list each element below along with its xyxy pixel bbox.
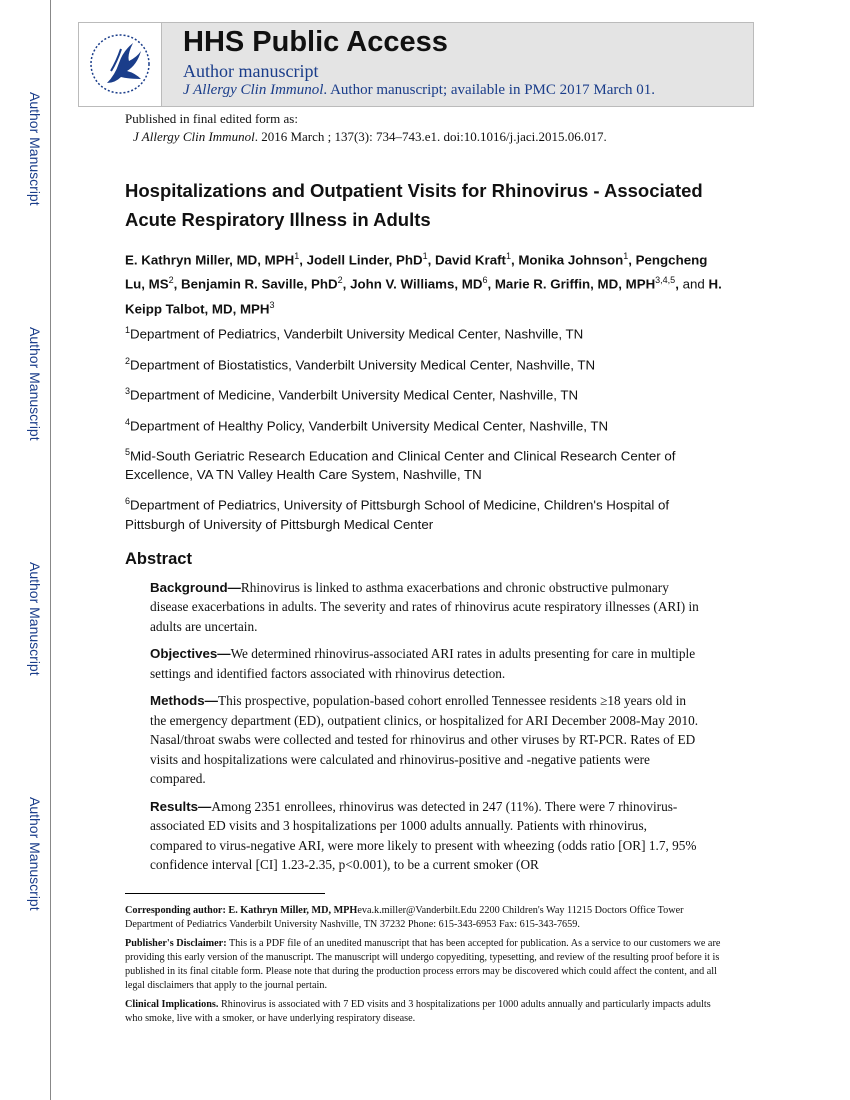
author-name: Monika Johnson xyxy=(518,252,624,268)
affiliation xyxy=(125,321,725,343)
affiliation-text: Department of Medicine, Vanderbilt University Medical Center, Nashville, TN xyxy=(130,387,579,403)
author-and: and xyxy=(682,276,705,292)
author-name: E. Kathryn Miller, MD, MPH xyxy=(125,252,295,268)
affiliation xyxy=(125,492,725,533)
header-subtitle: Author manuscript xyxy=(183,61,319,81)
affiliation-mark: 6 xyxy=(125,496,131,507)
affiliation xyxy=(125,352,725,374)
footnote-label: Publisher's Disclaimer: xyxy=(125,937,227,949)
affiliation xyxy=(125,413,725,435)
author-name: Jodell Linder, PhD xyxy=(306,252,423,268)
affiliation-mark: 5 xyxy=(125,446,131,457)
abstract-section-label: Objectives— xyxy=(150,646,231,662)
hhs-logo xyxy=(79,23,162,106)
abstract-section-label: Methods— xyxy=(150,693,218,709)
affiliation-text: Mid-South Geriatric Research Education and Clinical Center and Clinical Research Center of Excellence, VA TN Valley Health Care System, Nashville, TN xyxy=(125,448,676,483)
journal-name: J Allergy Clin Immunol xyxy=(183,82,324,98)
side-label: Author Manuscript xyxy=(27,92,43,206)
margin-rule xyxy=(50,0,51,1100)
footnote-text: eva.k.miller@Vanderbilt.Edu 2200 Children's Way 11215 Doctors Office Tower Department of Pediatrics Vanderbilt University Nashville, TN 37232 Phone: 615-343-6953 Fax: 615-343-7659. xyxy=(125,904,684,930)
author-affiliation-mark: 2 xyxy=(337,275,343,286)
abstract-body xyxy=(125,578,725,875)
author-affiliation-mark: 1 xyxy=(294,251,300,261)
abstract-section-text: Among 2351 enrollees, rhinovirus was detected in 247 (11%). There were 7 rhinovirus-associated ED visits and 3 hospitalizations per 1000 adults annually. Patients with rhinovirus, compared to virus-negative ARI, were more likely to present with wheezing (odds ratio [OR] 1.7, 95% confidence interval [CI] 1.23-2.35, p<0.001), to be a current smoker (OR xyxy=(150,798,697,873)
affiliation-mark: 2 xyxy=(125,355,131,366)
side-label: Author Manuscript xyxy=(27,562,43,676)
published-citation: . 2016 March ; 137(3): 734–743.e1. doi:10.1016/j.jaci.2015.06.017. xyxy=(254,129,607,144)
abstract-section-label: Background— xyxy=(150,579,241,595)
footnote xyxy=(125,937,725,993)
author-affiliation-mark: 1 xyxy=(422,251,428,261)
author-affiliation-mark: 3,4,5 xyxy=(655,275,676,286)
author-name: John V. Williams, MD xyxy=(350,276,483,292)
author-name: Marie R. Griffin, MD, MPH xyxy=(494,276,656,292)
published-info xyxy=(125,110,725,146)
footnote-rule xyxy=(125,893,325,894)
author-affiliation-mark: 1 xyxy=(505,251,511,261)
side-label: Author Manuscript xyxy=(27,327,43,441)
footnote-text: This is a PDF file of an unedited manuscript that has been accepted for publication. As a service to our customers we are providing this early version of the manuscript. The manuscript will undergo copyediting, typesetting, and review of the resulting proof before it is published in its final citable form. Please note that during the production process errors may be discovered which could affect the content, and all legal disclaimers that apply to the journal pertain. xyxy=(125,937,721,991)
affiliation-text: Department of Biostatistics, Vanderbilt University Medical Center, Nashville, TN xyxy=(130,357,596,373)
affiliation-text: Department of Healthy Policy, Vanderbilt University Medical Center, Nashville, TN xyxy=(130,417,609,433)
affiliation xyxy=(125,382,725,404)
author-affiliation-mark: 6 xyxy=(482,275,488,286)
author-name: H. Keipp Talbot, MD, MPH xyxy=(125,276,722,317)
author-affiliation-mark: 3 xyxy=(269,299,275,310)
published-journal: J Allergy Clin Immunol xyxy=(133,129,255,144)
affiliation-list xyxy=(125,321,725,534)
abstract-section-text: We determined rhinovirus-associated ARI rates in adults presenting for care in multiple settings and identified factors associated with rhinovirus detection. xyxy=(150,646,696,681)
abstract-section xyxy=(150,797,702,875)
abstract-section-text: This prospective, population-based cohort enrolled Tennessee residents ≥18 years old in the emergency department (ED), outpatient clinics, or hospitalized for ARI December 2008-May 2010. Nasal/throat swabs were collected and tested for rhinovirus and other viruses by RT-PCR. Rates of ED visits and hospitalizations were calculated and rhinovirus-positive and -negative patients were compared. xyxy=(150,693,699,787)
footnote-text: Rhinovirus is associated with 7 ED visits and 3 hospitalizations per 1000 adults annually and particularly impacts adults who smoke, live with a smoker, or have underlying respiratory disease. xyxy=(125,998,711,1024)
header-title: HHS Public Access xyxy=(183,26,448,58)
article-body xyxy=(125,110,725,1026)
footnote-label: Corresponding author: E. Kathryn Miller, MD, MPH xyxy=(125,904,358,916)
author-affiliation-mark: 1 xyxy=(623,251,629,261)
affiliation-mark: 3 xyxy=(125,386,131,397)
availability-line xyxy=(183,82,655,99)
abstract-section xyxy=(150,691,702,789)
abstract-section xyxy=(150,578,702,637)
author-affiliation-mark: 2 xyxy=(168,275,174,286)
article-title: Hospitalizations and Outpatient Visits for Rhinovirus - Associated Acute Respiratory Illness in Adults xyxy=(125,180,703,230)
hhs-header xyxy=(78,22,754,107)
published-label: Published in final edited form as: xyxy=(125,111,298,126)
footnote xyxy=(125,998,725,1026)
abstract-section xyxy=(150,644,702,683)
affiliation-text: Department of Pediatrics, University of Pittsburgh School of Medicine, Children's Hospital of Pittsburgh of University of Pittsburgh Medical Center xyxy=(125,497,670,532)
author-name: David Kraft xyxy=(435,252,506,268)
author-list: E. Kathryn Miller, MD, MPH$^1$, Jodell Linder, PhD$^1$, David Kraft$^1$, Monika Johnson$^1$, Pengcheng Lu, $MS^2$, Benjamin R. Saville, PhD$^2$, John V. Williams, $MD^6$, Marie R. Griffin, MD, MPH$^{3,4,5}$, and H. Keipp Talbot, MD, MPH$^3$ xyxy=(125,251,722,317)
author-name: Pengcheng Lu, MS xyxy=(125,252,708,292)
affiliation xyxy=(125,443,725,484)
abstract-heading: Abstract xyxy=(125,549,192,568)
abstract-section-label: Results— xyxy=(150,798,212,814)
affiliation-mark: 1 xyxy=(125,325,131,336)
footnote-list xyxy=(125,904,725,1026)
footnote xyxy=(125,904,725,932)
abstract-section-text: Rhinovirus is linked to asthma exacerbations and chronic obstructive pulmonary disease exacerbations in adults. The severity and rates of rhinovirus acute respiratory illnesses (ARI) in adults are uncertain. xyxy=(150,579,699,634)
affiliation-text: Department of Pediatrics, Vanderbilt University Medical Center, Nashville, TN xyxy=(130,326,584,342)
author-name: Benjamin R. Saville, PhD xyxy=(181,276,338,292)
affiliation-mark: 4 xyxy=(125,416,131,427)
side-label: Author Manuscript xyxy=(27,797,43,911)
availability-text: . Author manuscript; available in PMC 2017 March 01. xyxy=(323,82,656,98)
footnote-label: Clinical Implications. xyxy=(125,998,219,1010)
